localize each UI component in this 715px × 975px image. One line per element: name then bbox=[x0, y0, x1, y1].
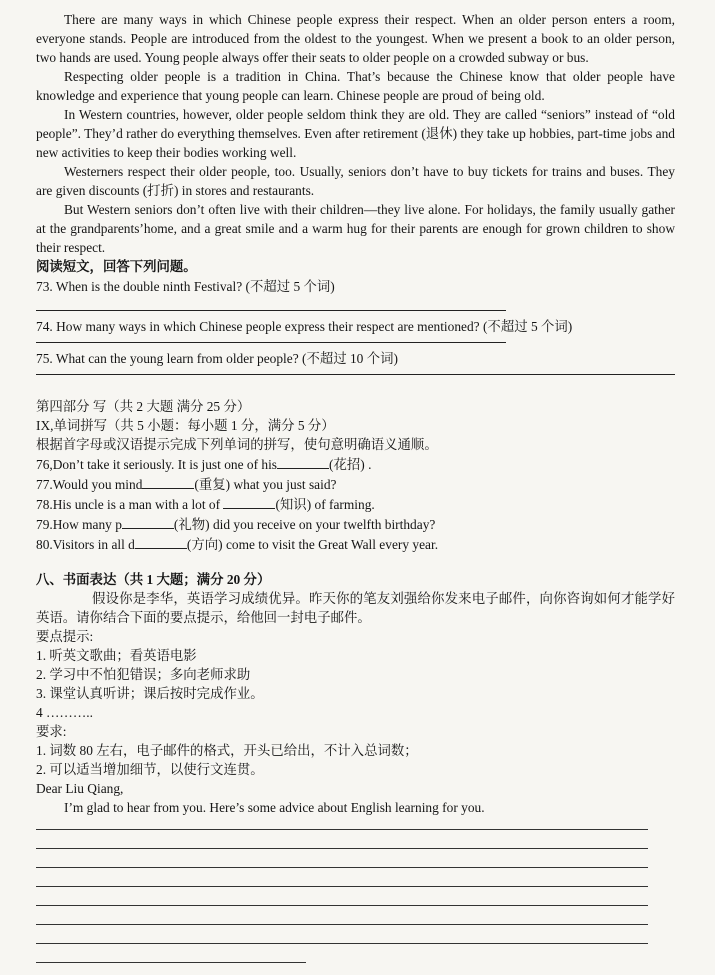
passage-paragraph-1: There are many ways in which Chinese people express their respect. When an older person enters a room, everyone stands. People are introduced from the oldest to the youngest. When we present a book to an older person, two hands are used. Young people always offer their seats to older people on a crowded subway or bus. bbox=[36, 12, 675, 65]
spelling-item-77: 77.Would you mind (重复) what you just said? bbox=[36, 474, 675, 494]
answer-line-73[interactable] bbox=[36, 310, 506, 311]
blank-76[interactable] bbox=[277, 454, 329, 469]
writing-area[interactable] bbox=[36, 821, 675, 963]
spelling-instruction: 根据首字母或汉语提示完成下列单词的拼写，使句意明确语义通顺。 bbox=[36, 437, 438, 452]
answer-line-74[interactable] bbox=[36, 342, 506, 343]
writing-section bbox=[36, 570, 675, 963]
writing-title: 八、书面表达（共 1 大题；满分 20 分） bbox=[36, 572, 271, 587]
blank-78[interactable] bbox=[223, 494, 275, 509]
point-3: 3. 课堂认真听讲；课后按时完成作业。 bbox=[36, 686, 264, 701]
point-2: 2. 学习中不怕犯错误；多向老师求助 bbox=[36, 667, 251, 682]
spelling-item-80: 80.Visitors in all d (方向) come to visit the Great Wall every year. bbox=[36, 534, 675, 554]
answer-line-75[interactable] bbox=[36, 374, 675, 375]
question-74: 74. How many ways in which Chinese people express their respect are mentioned? (不超过 5 个词) bbox=[36, 319, 573, 334]
passage-paragraph-2: Respecting older people is a tradition in China. That’s because the Chinese know that older people have knowledge and experience that young people can learn. Chinese people are proud of being old. bbox=[36, 69, 675, 103]
writing-line[interactable] bbox=[36, 943, 648, 944]
passage-paragraph-4: Westerners respect their older people, too. Usually, seniors don’t have to buy tickets for trains and buses. They are given discounts (打折) in stores and restaurants. bbox=[36, 164, 675, 198]
writing-line[interactable] bbox=[36, 886, 648, 887]
reading-instruction: 阅读短文，回答下列问题。 bbox=[36, 259, 197, 274]
blank-79[interactable] bbox=[122, 514, 174, 529]
point-1: 1. 听英文歌曲；看英语电影 bbox=[36, 648, 197, 663]
spelling-subtitle: IX,单词拼写（共 5 小题：每小题 1 分，满分 5 分） bbox=[36, 418, 335, 433]
requirement-1: 1. 词数 80 左右，电子邮件的格式，开头已给出，不计入总词数； bbox=[36, 743, 418, 758]
writing-line[interactable] bbox=[36, 867, 648, 868]
part4-title: 第四部分 写（共 2 大题 满分 25 分） bbox=[36, 399, 251, 414]
writing-line[interactable] bbox=[36, 962, 306, 963]
points-title: 要点提示: bbox=[36, 629, 94, 644]
writing-line[interactable] bbox=[36, 829, 648, 830]
writing-prompt: 假设你是李华，英语学习成绩优异。昨天你的笔友刘强给你发来电子邮件，向你咨询如何才能学好英语。请你结合下面的要点提示，给他回一封电子邮件。 bbox=[36, 591, 675, 625]
requirements-title: 要求: bbox=[36, 724, 67, 739]
blank-77[interactable] bbox=[142, 474, 194, 489]
passage-paragraph-3: In Western countries, however, older people seldom think they are old. They are called “seniors” instead of “old people”. They’d rather do everything themselves. Even after retirement (退休) they take up hobbies, part-time jobs and new activities to keep their bodies working well. bbox=[36, 107, 675, 160]
writing-line[interactable] bbox=[36, 905, 648, 906]
reading-passage bbox=[36, 10, 675, 257]
email-opening: I’m glad to hear from you. Here’s some advice about English learning for you. bbox=[64, 800, 485, 815]
requirement-2: 2. 可以适当增加细节，以使行文连贯。 bbox=[36, 762, 264, 777]
writing-line[interactable] bbox=[36, 924, 648, 925]
spelling-item-79: 79.How many p (礼物) did you receive on your twelfth birthday? bbox=[36, 514, 675, 534]
email-salutation: Dear Liu Qiang, bbox=[36, 781, 124, 796]
spelling-item-78: 78.His uncle is a man with a lot of (知识) of farming. bbox=[36, 494, 675, 514]
blank-80[interactable] bbox=[135, 534, 187, 549]
spelling-item-76: 76,Don’t take it seriously. It is just one of his (花招) . bbox=[36, 454, 675, 474]
question-75: 75. What can the young learn from older people? (不超过 10 个词) bbox=[36, 351, 398, 366]
writing-line[interactable] bbox=[36, 848, 648, 849]
spelling-section bbox=[36, 397, 675, 554]
question-73: 73. When is the double ninth Festival? (不超过 5 个词) bbox=[36, 279, 335, 294]
point-4: 4 ……….. bbox=[36, 705, 93, 720]
passage-paragraph-5: But Western seniors don’t often live with their children—they live alone. For holidays, the family usually gather at the grandparents’home, and a great smile and a warm hug for their parents are enough for grown children to show their respect. bbox=[36, 202, 675, 255]
